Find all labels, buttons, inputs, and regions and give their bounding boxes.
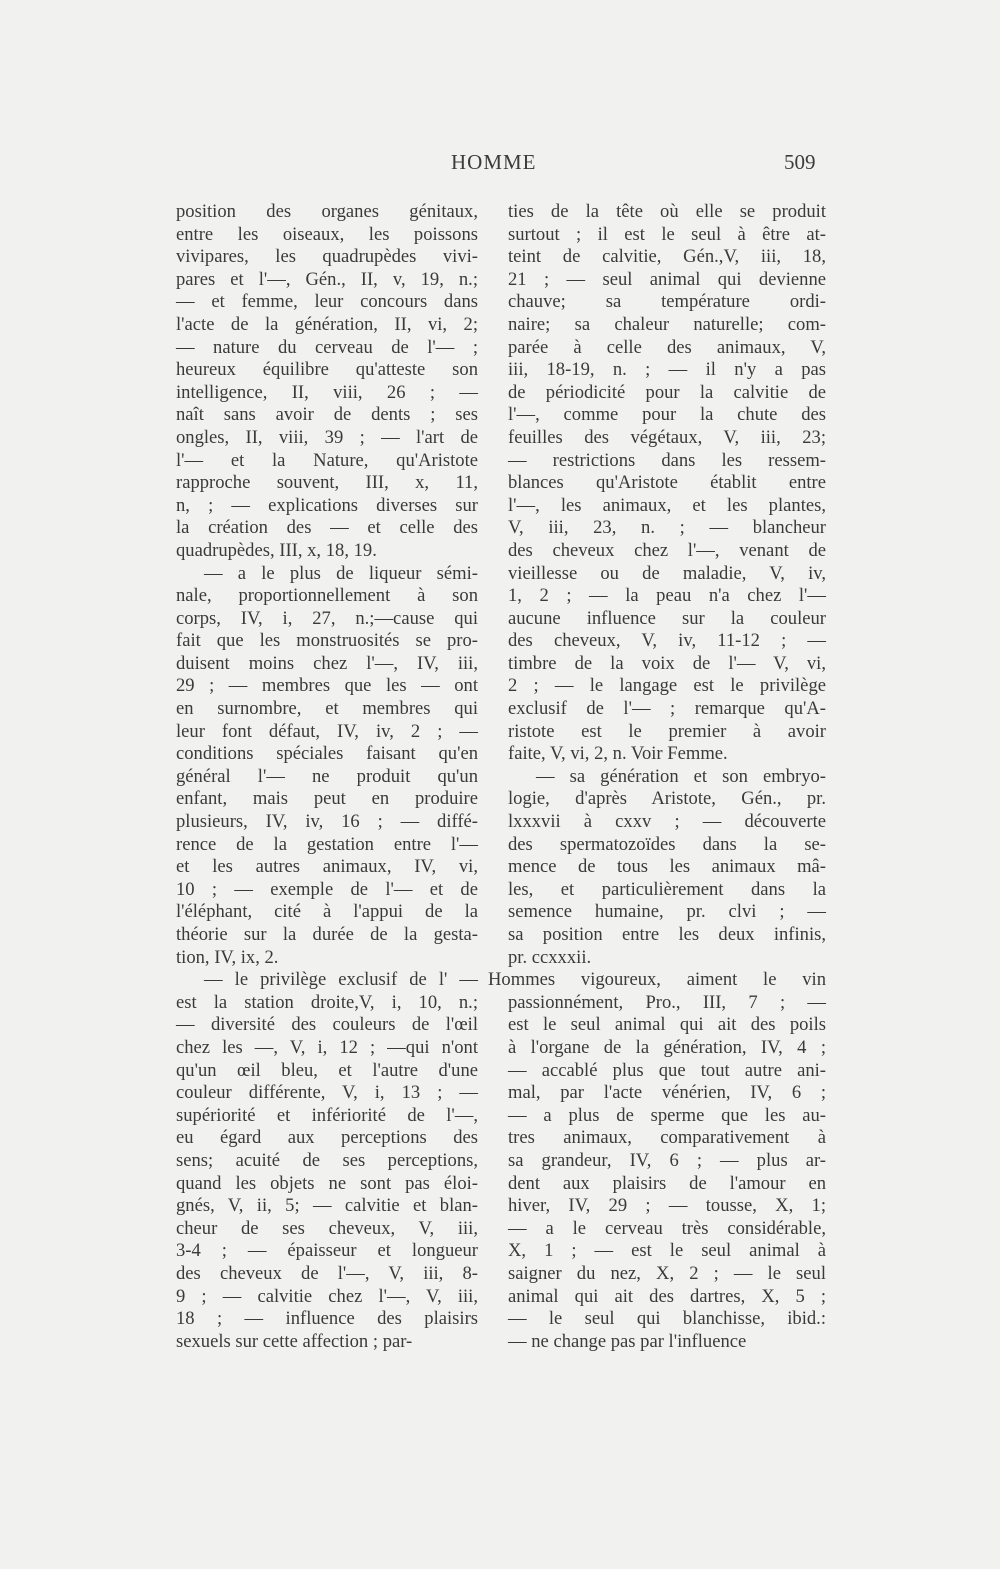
- text-line: pares et l'—, Gén., II, v, 19, n.;: [176, 268, 478, 290]
- text-line: semence humaine, pr. clvi ; —: [508, 901, 826, 923]
- text-line: rapproche souvent, III, x, 11,: [176, 472, 478, 494]
- text-line: plusieurs, IV, iv, 16 ; — diffé-: [176, 811, 478, 833]
- text-line: est la station droite,V, i, 10, n.;: [176, 991, 478, 1013]
- text-line: des cheveux chez l'—, venant de: [508, 539, 826, 561]
- text-line: la création des — et celle des: [176, 517, 478, 539]
- text-line: logie, d'après Aristote, Gén., pr.: [508, 788, 826, 810]
- text-line: n, ; — explications diverses sur: [176, 494, 478, 516]
- text-line: — a le plus de liqueur sémi-: [204, 562, 478, 584]
- text-line: — a plus de sperme que les au-: [508, 1104, 826, 1126]
- text-line: des cheveux, V, iv, 11-12 ; —: [508, 630, 826, 652]
- text-line: l'éléphant, cité à l'appui de la: [176, 901, 478, 923]
- text-line: entre les oiseaux, les poissons: [176, 223, 478, 245]
- text-line: Hommes vigoureux, aiment le vin: [488, 969, 826, 991]
- text-line: eu égard aux perceptions des: [176, 1127, 478, 1149]
- text-line: des spermatozoïdes dans la se-: [508, 833, 826, 855]
- text-line: 9 ; — calvitie chez l'—, V, iii,: [176, 1285, 478, 1307]
- text-line: quadrupèdes, III, x, 18, 19.: [176, 539, 377, 561]
- text-line: — et femme, leur concours dans: [176, 291, 478, 313]
- text-line: cheur de ses cheveux, V, iii,: [176, 1217, 478, 1239]
- text-line: sa position entre les deux infinis,: [508, 924, 826, 945]
- text-line: supériorité et infériorité de l'—,: [176, 1104, 478, 1126]
- text-line: nale, proportionnellement à son: [176, 585, 478, 607]
- text-line: blances qu'Aristote établit entre: [508, 472, 826, 494]
- text-line: corps, IV, i, 27, n.;—cause qui: [176, 607, 478, 629]
- text-line: naire; sa chaleur naturelle; com-: [508, 313, 826, 335]
- text-line: exclusif de l'— ; remarque qu'A-: [508, 698, 826, 720]
- text-line: tres animaux, comparativement à: [508, 1127, 826, 1149]
- text-line: aucune influence sur la couleur: [508, 607, 826, 629]
- text-line: leur font défaut, IV, iv, 2 ; —: [176, 720, 478, 742]
- text-line: surtout ; il est le seul à être at-: [508, 223, 826, 245]
- text-line: sexuels sur cette affection ; par-: [176, 1330, 413, 1352]
- text-line: 10 ; — exemple de l'— et de: [176, 878, 478, 900]
- text-line: couleur différente, V, i, 13 ; —: [176, 1082, 478, 1104]
- text-line: l'acte de la génération, II, vi, 2;: [176, 313, 478, 335]
- text-line: ristote est le premier à avoir: [508, 720, 826, 742]
- running-head-title: HOMME: [451, 150, 537, 174]
- text-line: l'—, comme pour la chute des: [508, 404, 826, 426]
- text-line: général l'— ne produit qu'un: [176, 765, 478, 787]
- text-line: les, et particulièrement dans la: [508, 878, 826, 900]
- text-line: l'— et la Nature, qu'Aristote: [176, 449, 478, 471]
- right-text-column: [488, 201, 826, 1353]
- text-line: mence de tous les animaux mâ-: [508, 856, 826, 878]
- text-line: enfant, mais peut en produire: [176, 788, 478, 810]
- text-line: — restrictions dans les ressem-: [508, 449, 826, 471]
- text-line: 3-4 ; — épaisseur et longueur: [176, 1240, 478, 1262]
- text-line: sens; acuité de ses perceptions,: [176, 1149, 478, 1171]
- text-line: faite, V, vi, 2, n. Voir Femme.: [508, 743, 728, 765]
- text-line: 29 ; — membres que les — ont: [176, 675, 478, 697]
- text-line: l'—, les animaux, et les plantes,: [508, 494, 826, 516]
- text-line: X, 1 ; — est le seul animal à: [508, 1240, 826, 1262]
- text-line: — le privilège exclusif de l' —: [204, 969, 478, 991]
- text-line: parée à celle des animaux, V,: [508, 336, 826, 358]
- text-line: théorie sur la durée de la gesta-: [176, 924, 478, 945]
- text-line: tion, IV, ix, 2.: [176, 946, 279, 968]
- text-line: de périodicité pour la calvitie de: [508, 381, 826, 403]
- text-line: — sa génération et son embryo-: [536, 765, 826, 787]
- text-line: ties de la tête où elle se produit: [508, 201, 826, 222]
- text-line: dent aux plaisirs de l'amour en: [508, 1172, 826, 1194]
- text-line: en surnombre, et membres qui: [176, 698, 478, 720]
- left-text-column: [176, 201, 478, 1353]
- text-line: duisent moins chez l'—, IV, iii,: [176, 652, 478, 674]
- text-line: naît sans avoir de dents ; ses: [176, 404, 478, 426]
- text-line: — ne change pas par l'influence: [508, 1330, 747, 1352]
- text-line: position des organes génitaux,: [176, 201, 478, 222]
- text-line: pr. ccxxxii.: [508, 946, 592, 968]
- running-head: [0, 150, 1000, 180]
- text-line: passionnément, Pro., III, 7 ; —: [508, 991, 826, 1013]
- page-number: 509: [784, 150, 816, 174]
- text-line: V, iii, 23, n. ; — blancheur: [508, 517, 826, 539]
- text-line: qu'un œil bleu, et l'autre d'une: [176, 1059, 478, 1081]
- text-line: 1, 2 ; — la peau n'a chez l'—: [508, 585, 826, 607]
- text-line: et les autres animaux, IV, vi,: [176, 856, 478, 878]
- text-line: heureux équilibre qu'atteste son: [176, 359, 478, 381]
- text-line: des cheveux de l'—, V, iii, 8-: [176, 1262, 478, 1284]
- text-line: intelligence, II, viii, 26 ; —: [176, 381, 478, 403]
- text-line: feuilles des végétaux, V, iii, 23;: [508, 426, 826, 448]
- text-line: conditions spéciales faisant qu'en: [176, 743, 478, 765]
- text-line: — a le cerveau très considérable,: [508, 1217, 826, 1239]
- text-line: — nature du cerveau de l'— ;: [176, 336, 478, 358]
- text-line: timbre de la voix de l'— V, vi,: [508, 652, 826, 674]
- text-line: 2 ; — le langage est le privilège: [508, 675, 826, 697]
- text-line: — accablé plus que tout autre ani-: [508, 1059, 826, 1081]
- text-line: chez les —, V, i, 12 ; —qui n'ont: [176, 1036, 478, 1058]
- text-line: quand les objets ne sont pas éloi-: [176, 1172, 478, 1194]
- text-line: mal, par l'acte vénérien, IV, 6 ;: [508, 1082, 826, 1104]
- text-line: saigner du nez, X, 2 ; — le seul: [508, 1262, 826, 1284]
- text-line: ongles, II, viii, 39 ; — l'art de: [176, 426, 478, 448]
- text-line: iii, 18-19, n. ; — il n'y a pas: [508, 359, 826, 381]
- text-line: vivipares, les quadrupèdes vivi-: [176, 246, 478, 268]
- text-line: lxxxvii à cxxv ; — découverte: [508, 811, 826, 833]
- text-line: rence de la gestation entre l'—: [176, 833, 478, 855]
- text-line: est le seul animal qui ait des poils: [508, 1014, 826, 1036]
- text-line: gnés, V, ii, 5; — calvitie et blan-: [176, 1195, 478, 1217]
- text-line: chauve; sa température ordi-: [508, 291, 826, 313]
- text-line: — diversité des couleurs de l'œil: [176, 1014, 478, 1036]
- text-line: à l'organe de la génération, IV, 4 ;: [508, 1036, 826, 1058]
- text-line: — le seul qui blanchisse, ibid.:: [508, 1308, 826, 1330]
- text-line: fait que les monstruosités se pro-: [176, 630, 478, 652]
- text-line: sa grandeur, IV, 6 ; — plus ar-: [508, 1149, 826, 1171]
- text-line: 18 ; — influence des plaisirs: [176, 1308, 478, 1330]
- text-line: teint de calvitie, Gén.,V, iii, 18,: [508, 246, 826, 268]
- text-line: hiver, IV, 29 ; — tousse, X, 1;: [508, 1195, 826, 1217]
- text-line: animal qui ait des dartres, X, 5 ;: [508, 1285, 826, 1307]
- text-line: 21 ; — seul animal qui devienne: [508, 268, 826, 290]
- text-line: vieillesse ou de maladie, V, iv,: [508, 562, 826, 584]
